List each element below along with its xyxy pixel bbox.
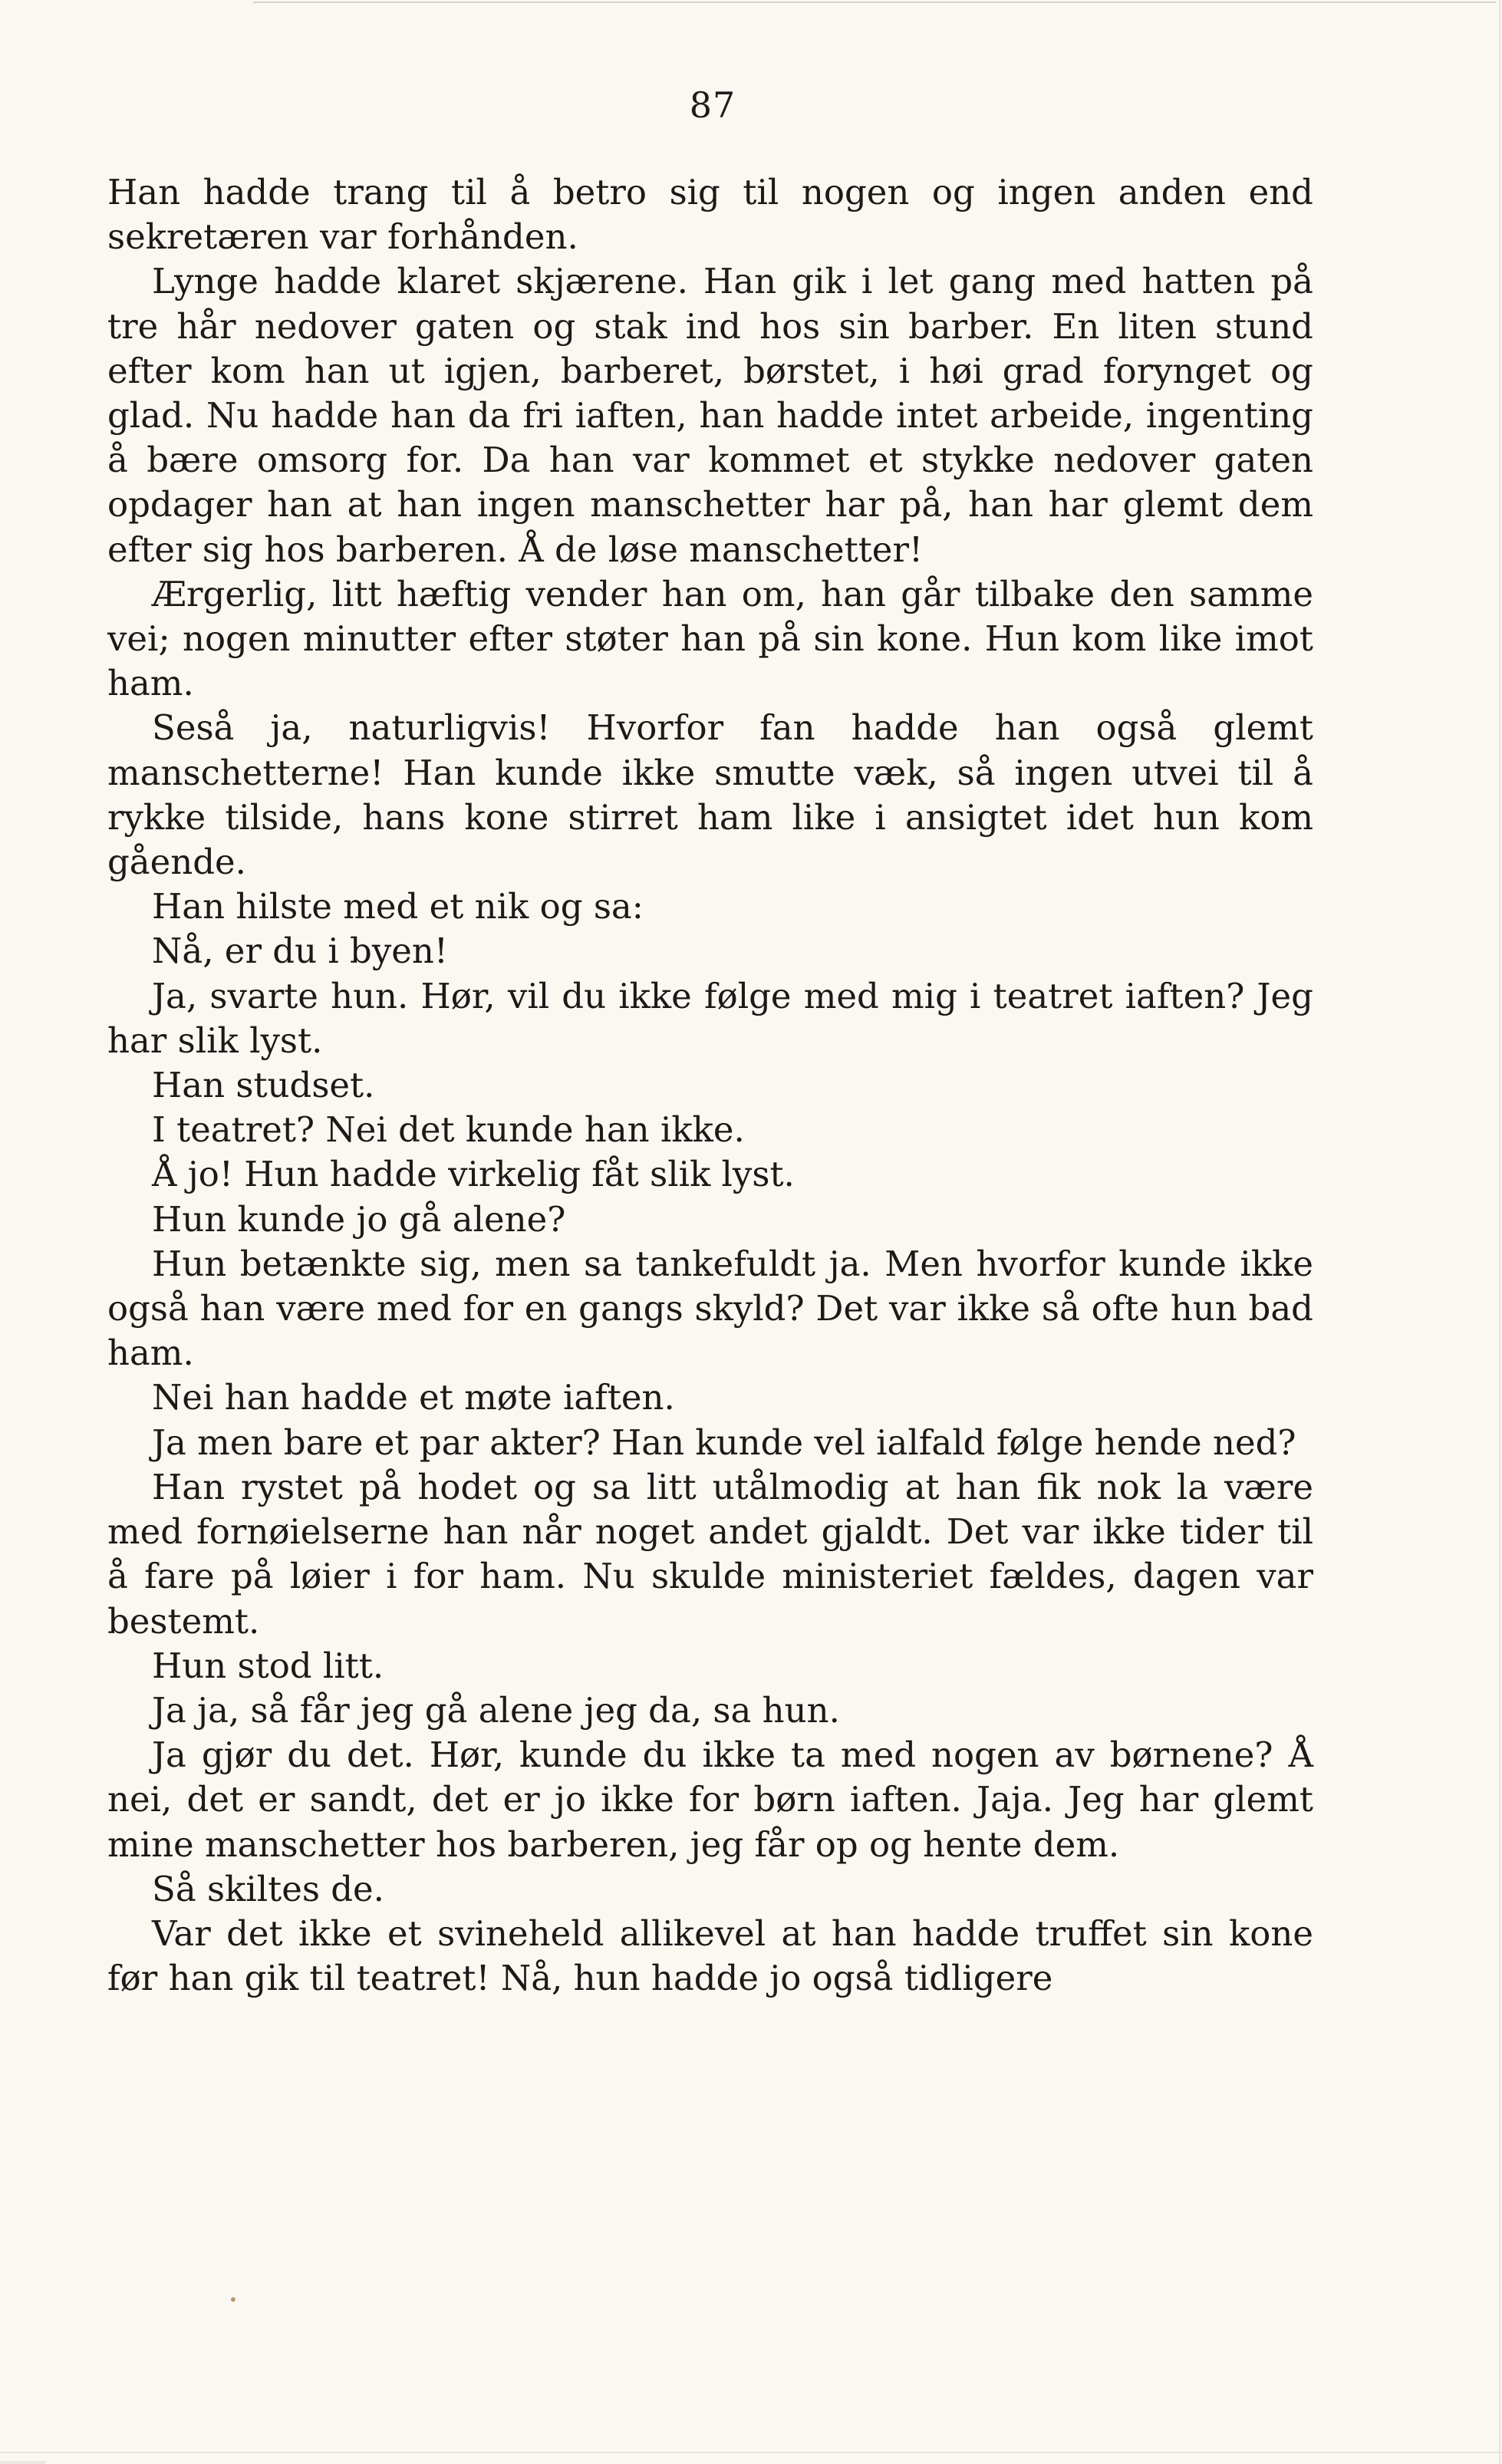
paragraph: Han hilste med et nik og sa:: [152, 886, 644, 927]
paragraph: Hun stod litt.: [152, 1645, 384, 1686]
paragraph: Å jo! Hun hadde virkelig fåt slik lyst.: [152, 1154, 795, 1195]
paragraph: Nå, er du i byen!: [152, 931, 448, 972]
page-number: 87: [689, 84, 736, 126]
paragraph: Ærgerlig, litt hæftig vender han om, han går tilbake den samme vei; nogen minutter efter støter han på sin kone. Hun kom like imot ham.: [107, 573, 1313, 704]
page-edge-top: [253, 2, 1496, 3]
paragraph: I teatret? Nei det kunde han ikke.: [152, 1109, 745, 1151]
paragraph: Han rystet på hodet og sa litt utålmodig at han fik nok la være med fornøielserne han når noget andet gjaldt. Det var ikke tider til å fare på løier i for ham. Nu skulde ministeriet fældes, dagen var bestemt.: [107, 1466, 1313, 1642]
page-edge-right: [1499, 0, 1500, 2464]
paragraph: Lynge hadde klaret skjærene. Han gik i let gang med hatten på tre hår nedover gaten og stak ind hos sin barber. En liten stund efter kom han ut igjen, barberet, børstet, i høi grad forynget og glad. Nu hadde han da fri iaften, han hadde intet arbeide, ingenting å bære omsorg for. Da han var kommet et stykke nedover gaten opdager han at han ingen manschetter har på, han har glemt dem efter sig hos barberen. Å de løse manschetter!: [107, 261, 1313, 570]
paragraph: Ja, svarte hun. Hør, vil du ikke følge med mig i teatret iaften? Jeg har slik lyst.: [107, 975, 1313, 1061]
ink-speck-icon: •: [229, 2291, 238, 2309]
paragraph: Var det ikke et svineheld allikevel at han hadde truffet sin kone før han gik til teatret! Nå, hun hadde jo også tidligere: [107, 1912, 1313, 1999]
paragraph: Han hadde trang til å betro sig til nogen og ingen anden end sekretæren var forhånden.: [107, 172, 1313, 258]
paragraph: Han studset.: [152, 1065, 375, 1106]
paragraph: Nei han hadde et møte iaften.: [152, 1377, 675, 1418]
paragraph: Ja gjør du det. Hør, kunde du ikke ta med nogen av børnene? Å nei, det er sandt, det er jo ikke for børn iaften. Jaja. Jeg har glemt mine manschetter hos barberen, jeg får op og hente dem.: [107, 1734, 1313, 1865]
paragraph: Ja men bare et par akter? Han kunde vel ialfald følge hende ned?: [152, 1421, 1296, 1463]
body-text: [107, 170, 1313, 2001]
page-edge-bottom: [0, 2452, 1502, 2453]
paragraph: Hun betænkte sig, men sa tankefuldt ja. Men hvorfor kunde ikke også han være med for en gangs skyld? Det var ikke så ofte hun bad ham.: [107, 1243, 1313, 1374]
paragraph: Så skiltes de.: [152, 1868, 384, 1909]
page-corner-mark: [0, 2461, 46, 2464]
paragraph: Seså ja, naturligvis! Hvorfor fan hadde han også glemt manschetterne! Han kunde ikke smutte væk, så ingen utvei til å rykke tilside, hans kone stirret ham like i ansigtet idet hun kom gående.: [107, 707, 1313, 883]
paragraph: Hun kunde jo gå alene?: [152, 1198, 566, 1240]
paragraph: Ja ja, så får jeg gå alene jeg da, sa hun.: [152, 1689, 840, 1731]
